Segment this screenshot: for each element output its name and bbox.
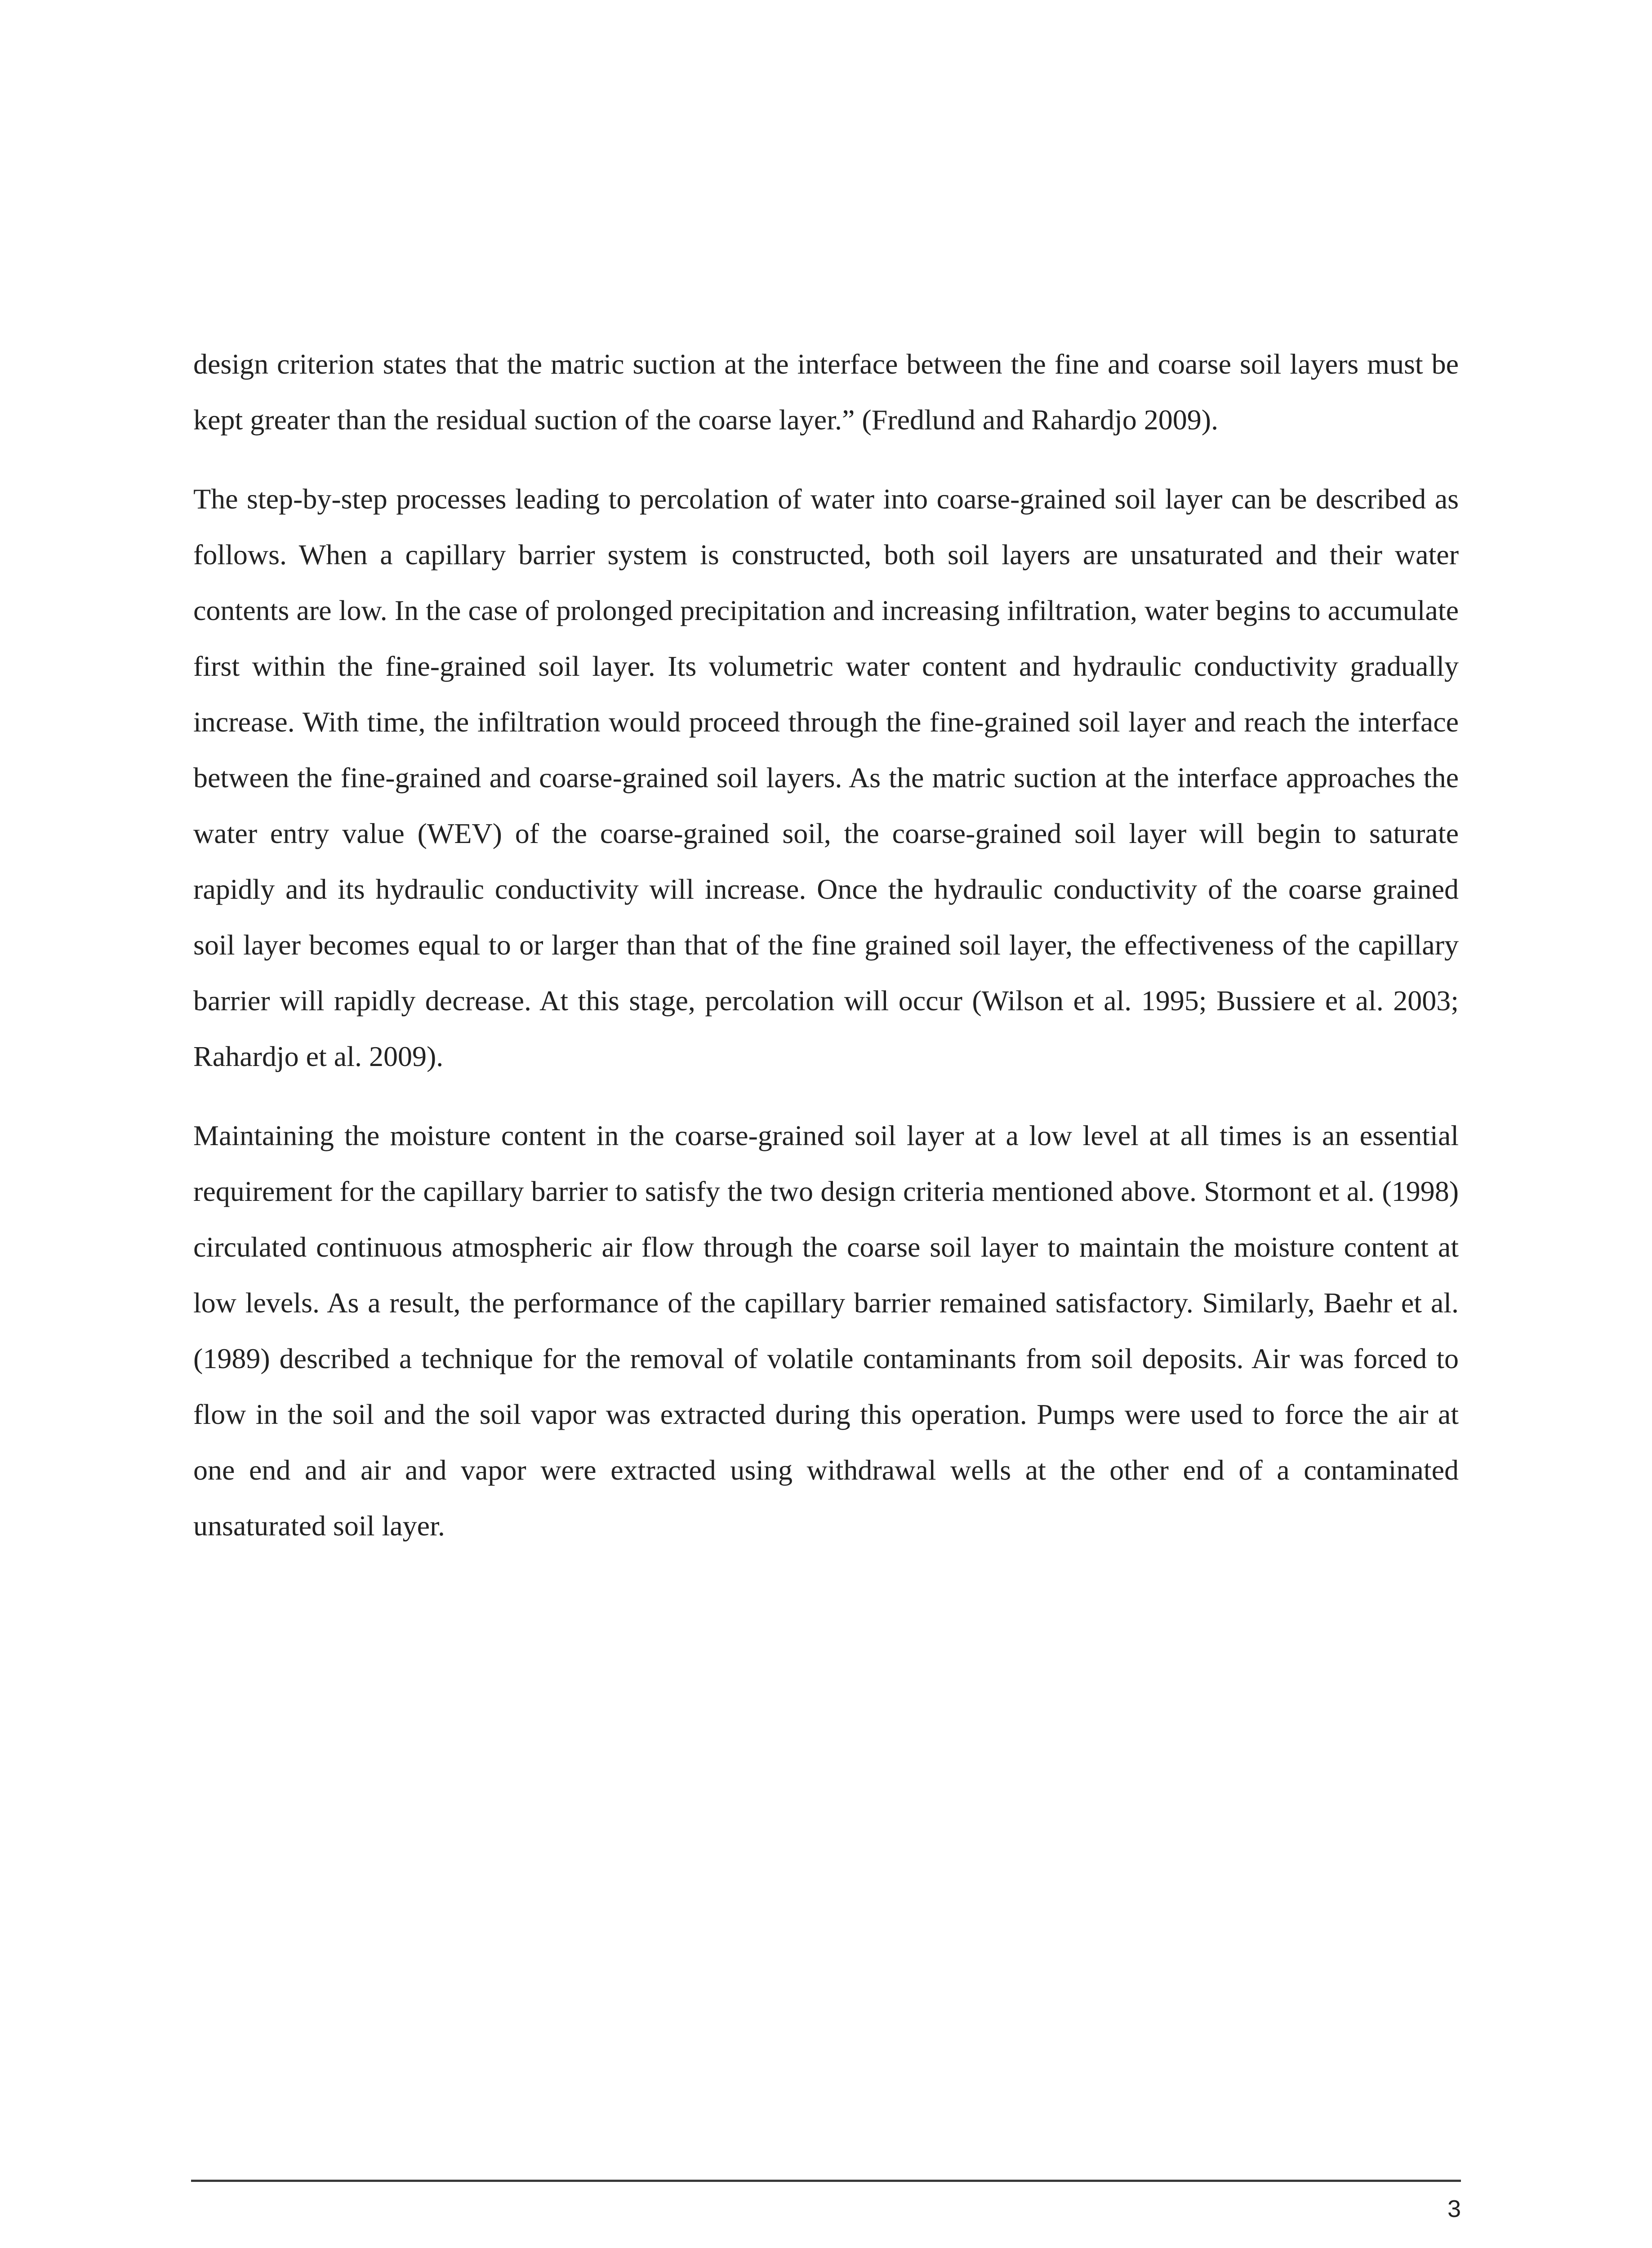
body-text: [193, 336, 1459, 1554]
paragraph-design-criterion: design criterion states that the matric suction at the interface between the fine and coarse soil layers must be kept greater than the residual suction of the coarse layer.” (Fredlund and Rahardjo 2009).: [193, 348, 1459, 436]
paragraph-percolation-process: The step-by-step processes leading to percolation of water into coarse-grained soil layer can be described as follows. When a capillary barrier system is constructed, both soil layers are unsaturated and their water contents are low. In the case of prolonged precipitation and increasing infiltration, water begins to accumulate first within the fine-grained soil layer. Its volumetric water content and hydraulic conductivity gradually increase. With time, the infiltration would proceed through the fine-grained soil layer and reach the interface between the fine-grained and coarse-grained soil layers. As the matric suction at the interface approaches the water entry value (WEV) of the coarse-grained soil, the coarse-grained soil layer will begin to saturate rapidly and its hydraulic conductivity will increase. Once the hydraulic conductivity of the coarse grained soil layer becomes equal to or larger than that of the fine grained soil layer, the effectiveness of the capillary barrier will rapidly decrease. At this stage, percolation will occur (Wilson et al. 1995; Bussiere et al. 2003; Rahardjo et al. 2009).: [193, 483, 1459, 1072]
footer-rule: [191, 2180, 1461, 2182]
paragraph-moisture-content: Maintaining the moisture content in the coarse-grained soil layer at a low level at all times is an essential requirement for the capillary barrier to satisfy the two design criteria mentioned above. Stormont et al. (1998) circulated continuous atmospheric air flow through the coarse soil layer to maintain the moisture content at low levels. As a result, the performance of the capillary barrier remained satisfactory. Similarly, Baehr et al. (1989) described a technique for the removal of volatile contaminants from soil deposits. Air was forced to flow in the soil and the soil vapor was extracted during this operation. Pumps were used to force the air at one end and air and vapor were extracted using withdrawal wells at the other end of a contaminated unsaturated soil layer.: [193, 1120, 1459, 1542]
page-number: 3: [1447, 2195, 1461, 2222]
